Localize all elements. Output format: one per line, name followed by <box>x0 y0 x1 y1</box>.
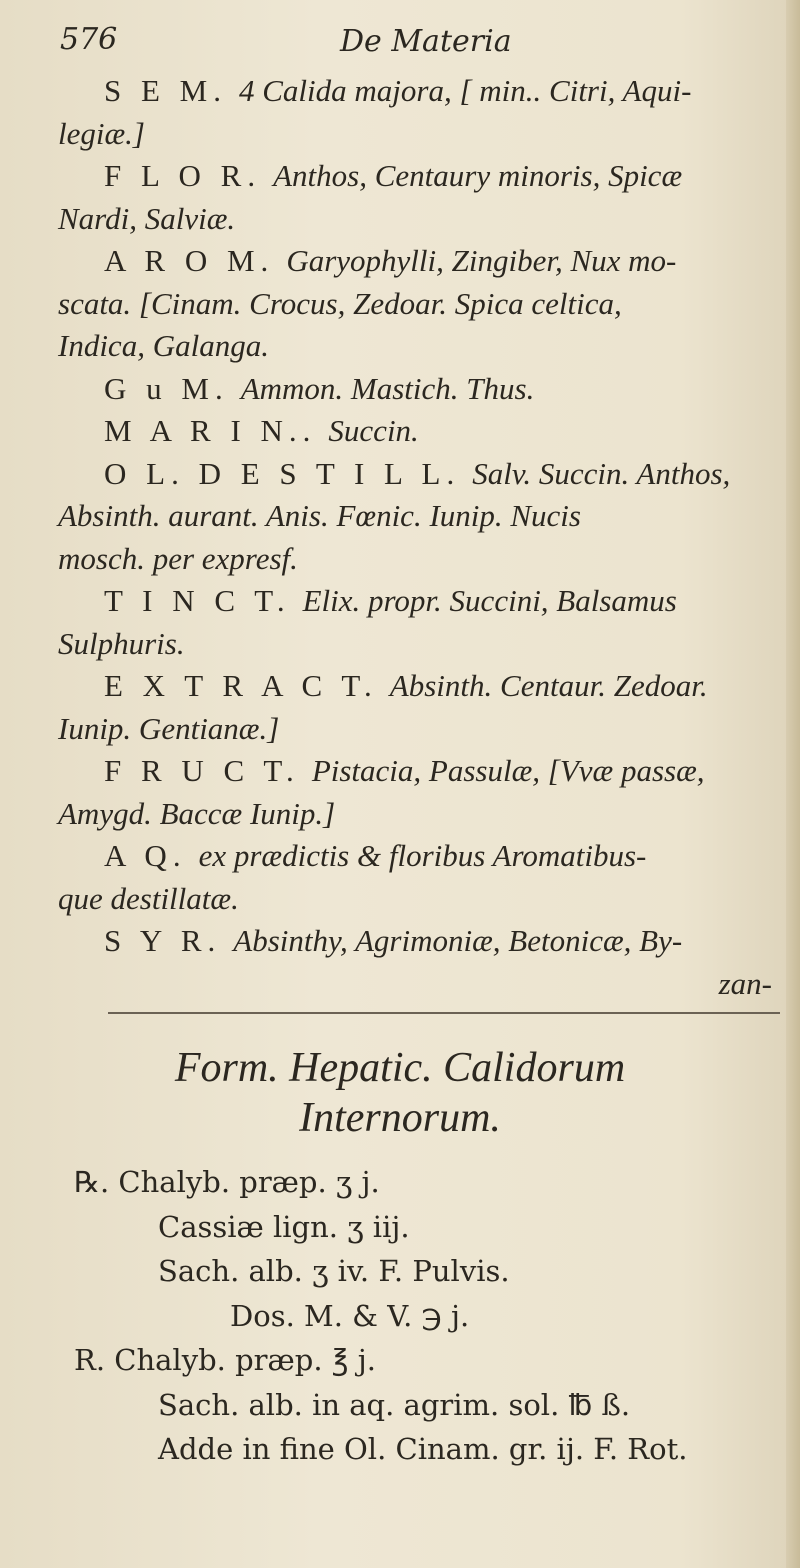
entry-line: E X T R A C T. Absinth. Centaur. Zedoar. <box>104 668 708 703</box>
section-divider <box>108 1012 780 1014</box>
entry-line: S E M. 4 Calida majora, [ min.. Citri, Aqui- <box>104 73 692 108</box>
recipe-block <box>74 1160 774 1472</box>
recipe-line: Adde in fine Ol. Cinam. gr. ij. F. Rot. <box>158 1432 688 1466</box>
recipe-line: Sach. alb. ʒ iv. F. Pulvis. <box>158 1254 510 1288</box>
entry-line: F R U C T. Pistacia, Passulæ, [Vvæ passæ, <box>104 753 705 788</box>
entry-line: Amygd. Baccæ Iunip.] <box>58 795 336 831</box>
entry-line: M A R I N.. Succin. <box>104 413 419 448</box>
recipe-line: Sach. alb. in aq. agrim. sol. ℔ ß. <box>158 1387 631 1422</box>
section-title-line-1: Form. Hepatic. Calidorum <box>174 1045 626 1091</box>
recipe-line: R. Chalyb. præp. ℥ j. <box>74 1343 376 1377</box>
entry-line: Sulphuris. <box>58 625 185 661</box>
page-header <box>60 18 760 68</box>
recipe-line: Cassiæ lign. ʒ iij. <box>158 1209 410 1244</box>
entry-line: A R O M. Garyophylli, Zingiber, Nux mo- <box>104 243 677 278</box>
entry-line: que destillatæ. <box>58 880 239 916</box>
entry-line: A Q. ex prædictis & floribus Aromatibus- <box>104 838 647 873</box>
catchword: zan- <box>718 965 772 1001</box>
section-title-line-2: Internorum. <box>299 1095 501 1141</box>
entry-line: Absinth. aurant. Anis. Fœnic. Iunip. Nucis <box>58 498 581 533</box>
page-number: 576 <box>60 22 118 57</box>
recipe-line: ℞. Chalyb. præp. ʒ j. <box>74 1165 380 1199</box>
entry-line: legiæ.] <box>58 115 145 151</box>
entry-line: O L. D E S T I L L. Salv. Succin. Anthos, <box>104 455 731 491</box>
entry-line: mosch. per expresf. <box>58 540 298 576</box>
entry-line: T I N C T. Elix. propr. Succini, Balsamus <box>104 583 677 618</box>
entry-line: scata. [Cinam. Crocus, Zedoar. Spica celtica, <box>58 285 622 321</box>
entry-line: S Y R. Absinthy, Agrimoniæ, Betonicæ, By- <box>104 923 683 958</box>
entry-line: Nardi, Salviæ. <box>58 200 236 236</box>
entry-line: Indica, Galanga. <box>58 328 269 363</box>
entry-line: G u M. Ammon. Mastich. Thus. <box>104 370 535 406</box>
materia-entries <box>58 70 798 1005</box>
running-title: De Materia <box>340 24 512 59</box>
recipe-line: Dos. M. & V. ℈ j. <box>230 1298 470 1333</box>
entry-line: F L O R. Anthos, Centaury minoris, Spicæ <box>104 158 683 193</box>
entry-line: Iunip. Gentianæ.] <box>58 710 280 746</box>
